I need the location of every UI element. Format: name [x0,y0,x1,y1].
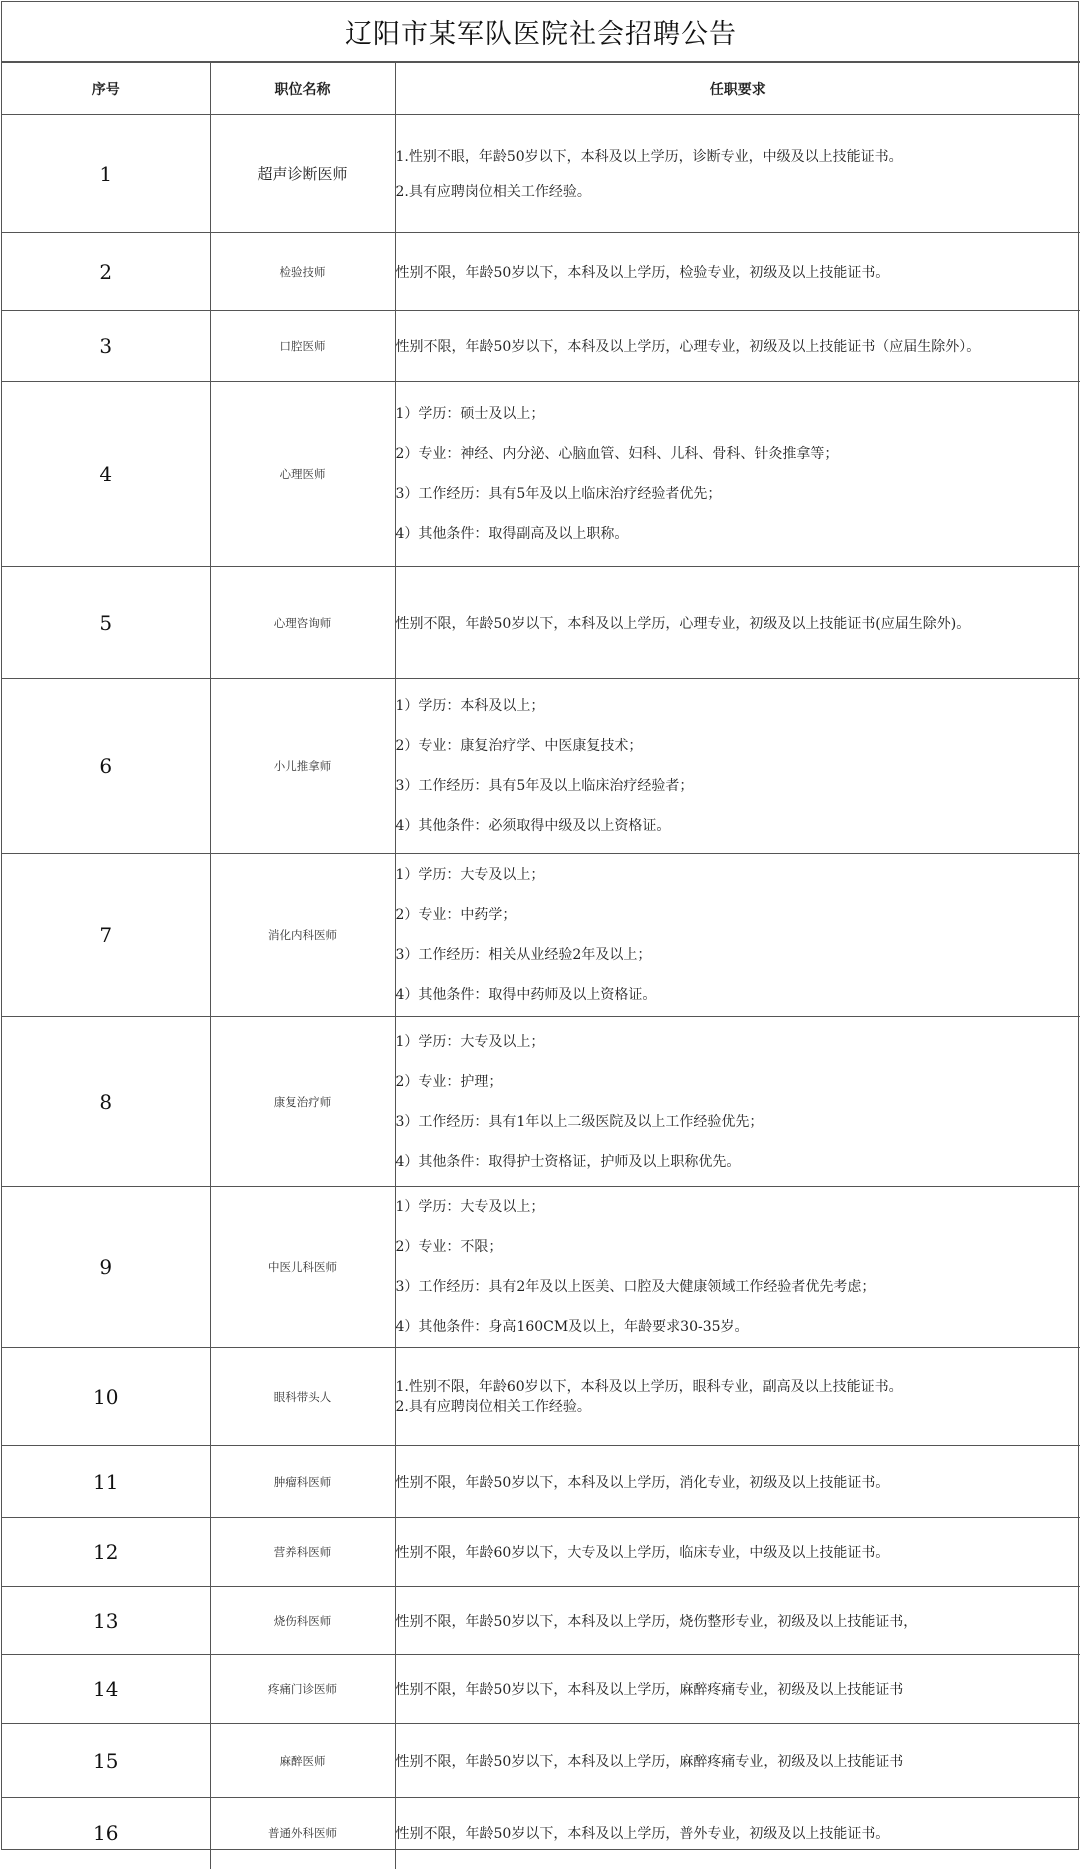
table-row [2,233,1080,311]
row-requirements [395,233,1080,311]
requirement-line: 性别不限，年龄50岁以下，本科及以上学历，心理专业，初级及以上技能证书（应届生除外）。 [396,336,1080,356]
row-seq: 13 [2,1587,210,1655]
requirement-line: 3）工作经历：具有2年及以上医美、口腔及大健康领域工作经验者优先考虑； [396,1267,1080,1307]
table-row [2,115,1080,233]
header-seq: 序号 [2,63,210,115]
requirement-line: 4）其他条件：取得中药师及以上资格证。 [396,975,1080,1015]
header-requirements: 任职要求 [395,63,1080,115]
row-requirements [395,1348,1080,1446]
requirement-line: 性别不限，年龄50岁以下，本科及以上学历，检验专业，初级及以上技能证书。 [396,262,1080,282]
table-row [2,311,1080,382]
row-requirements [395,567,1080,679]
row-requirements [395,679,1080,854]
requirement-line: 1）学历：本科及以上； [396,686,1080,726]
requirement-line: 3）工作经历：具有1年以上二级医院及以上工作经验优先； [396,1102,1080,1142]
row-position: 普通外科医师 [210,1798,395,1869]
requirement-line: 4）其他条件：必须取得中级及以上资格证。 [396,806,1080,846]
requirement-line: 4）其他条件：身高160CM及以上，年龄要求30-35岁。 [396,1307,1080,1347]
row-position: 康复治疗师 [210,1017,395,1187]
row-seq: 14 [2,1655,210,1724]
row-position: 消化内科医师 [210,854,395,1017]
row-requirements [395,115,1080,233]
requirement-line: 1）学历：大专及以上； [396,1022,1080,1062]
requirement-line: 4）其他条件：取得护士资格证，护师及以上职称优先。 [396,1142,1080,1182]
requirement-line: 2.具有应聘岗位相关工作经验。 [396,1397,1080,1417]
row-seq: 12 [2,1518,210,1587]
table-row [2,1587,1080,1655]
row-position: 检验技师 [210,233,395,311]
requirement-line: 1）学历：大专及以上； [396,855,1080,895]
requirement-line: 2.具有应聘岗位相关工作经验。 [396,181,1080,201]
requirement-line: 性别不限，年龄50岁以下，本科及以上学历，消化专业，初级及以上技能证书。 [396,1472,1080,1492]
table-row [2,1655,1080,1724]
requirement-line: 2）专业：中药学； [396,895,1080,935]
row-seq: 10 [2,1348,210,1446]
row-seq: 7 [2,854,210,1017]
row-seq: 16 [2,1798,210,1869]
header-position: 职位名称 [210,63,395,115]
table-row [2,1724,1080,1798]
row-position: 心理咨询师 [210,567,395,679]
row-seq: 1 [2,115,210,233]
row-requirements [395,1518,1080,1587]
notice-title: 辽阳市某军队医院社会招聘公告 [2,2,1080,62]
requirement-line: 性别不限，年龄50岁以下，本科及以上学历，心理专业，初级及以上技能证书(应届生除外)。 [396,613,1080,633]
row-requirements [395,1187,1080,1348]
table-row [2,1017,1080,1187]
table-header-row [2,63,1080,115]
table-row [2,1518,1080,1587]
requirement-line: 2）专业：不限； [396,1227,1080,1267]
requirement-line: 性别不限，年龄50岁以下，本科及以上学历，麻醉疼痛专业，初级及以上技能证书 [396,1751,1080,1771]
recruitment-notice-sheet [1,1,1079,1850]
table-row [2,382,1080,567]
requirement-line: 1.性别不眼，年龄50岁以下，本科及以上学历，诊断专业，中级及以上技能证书。 [396,146,1080,166]
table-row [2,1187,1080,1348]
table-row [2,1798,1080,1869]
row-seq: 6 [2,679,210,854]
row-position: 超声诊断医师 [210,115,395,233]
row-requirements [395,1798,1080,1869]
row-position: 眼科带头人 [210,1348,395,1446]
row-seq: 4 [2,382,210,567]
row-seq: 8 [2,1017,210,1187]
row-seq: 15 [2,1724,210,1798]
requirement-line: 性别不限，年龄50岁以下，本科及以上学历，烧伤整形专业，初级及以上技能证书， [396,1611,1080,1631]
row-seq: 3 [2,311,210,382]
row-position: 烧伤科医师 [210,1587,395,1655]
row-requirements [395,1017,1080,1187]
requirement-line: 性别不限，年龄50岁以下，本科及以上学历，普外专业，初级及以上技能证书。 [396,1823,1080,1843]
row-requirements [395,1724,1080,1798]
table-row [2,1348,1080,1446]
row-position: 麻醉医师 [210,1724,395,1798]
row-requirements [395,1446,1080,1518]
requirement-line: 性别不限，年龄60岁以下，大专及以上学历，临床专业，中级及以上技能证书。 [396,1542,1080,1562]
row-position: 中医儿科医师 [210,1187,395,1348]
row-requirements [395,382,1080,567]
requirement-line: 性别不限，年龄50岁以下，本科及以上学历，麻醉疼痛专业，初级及以上技能证书 [396,1679,1080,1699]
row-position: 心理医师 [210,382,395,567]
row-requirements [395,854,1080,1017]
requirement-line: 3）工作经历：具有5年及以上临床治疗经验者； [396,766,1080,806]
requirement-line: 4）其他条件：取得副高及以上职称。 [396,514,1080,554]
requirement-line: 3）工作经历：具有5年及以上临床治疗经验者优先； [396,474,1080,514]
requirement-line: 2）专业：康复治疗学、中医康复技术； [396,726,1080,766]
table-row [2,567,1080,679]
row-requirements [395,1655,1080,1724]
row-position: 营养科医师 [210,1518,395,1587]
row-position: 小儿推拿师 [210,679,395,854]
row-requirements [395,311,1080,382]
row-position: 肿瘤科医师 [210,1446,395,1518]
row-seq: 2 [2,233,210,311]
row-seq: 9 [2,1187,210,1348]
row-seq: 5 [2,567,210,679]
requirement-line: 3）工作经历：相关从业经验2年及以上； [396,935,1080,975]
requirement-line: 2）专业：神经、内分泌、心脑血管、妇科、儿科、骨科、针灸推拿等； [396,434,1080,474]
row-position: 口腔医师 [210,311,395,382]
table-row [2,679,1080,854]
requirement-line: 1.性别不限，年龄60岁以下，本科及以上学历，眼科专业，副高及以上技能证书。 [396,1377,1080,1397]
row-seq: 11 [2,1446,210,1518]
row-requirements [395,1587,1080,1655]
requirement-line: 1）学历：硕士及以上； [396,394,1080,434]
recruitment-table [2,62,1080,1869]
row-position: 疼痛门诊医师 [210,1655,395,1724]
table-row [2,854,1080,1017]
table-row [2,1446,1080,1518]
requirement-line: 1）学历：大专及以上； [396,1187,1080,1227]
requirement-line: 2）专业：护理； [396,1062,1080,1102]
